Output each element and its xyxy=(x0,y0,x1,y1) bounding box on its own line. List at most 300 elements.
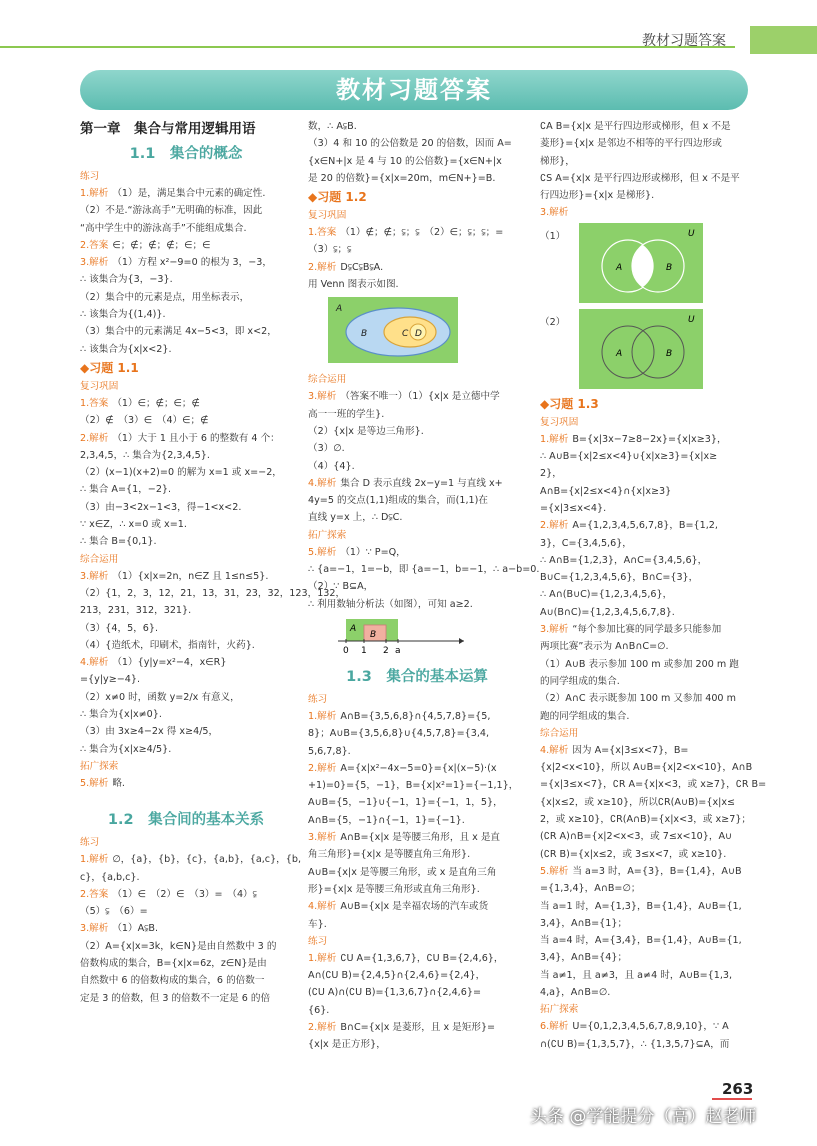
answer-text: （1）A⫋B. xyxy=(112,923,159,935)
answer-line xyxy=(80,323,292,340)
page-banner-title: 教材习题答案 xyxy=(80,70,748,110)
answer-text: ∁U A={1,3,6,7}，∁U B={2,4,6}， xyxy=(340,952,504,964)
answer-text: （2）(x−1)(x+2)=0 的解为 x=1 或 x=−2， xyxy=(80,467,282,479)
answer-text: 略. xyxy=(112,777,125,789)
answer-text: （1）∈ （2）∈ （3）= （4）⫋ xyxy=(112,888,257,900)
answer-line xyxy=(80,464,292,481)
answer-text: 角三角形}={x|x 是等腰直角三角形}. xyxy=(308,849,471,861)
answer-text: 菱形}={x|x 是邻边不相等的平行四边形或 xyxy=(540,138,722,150)
answer-text: {6}. xyxy=(308,1004,330,1016)
answer-line xyxy=(80,237,292,254)
number-line-tick-label: 0 xyxy=(343,645,349,656)
answer-text: ∈；∉；∉；∉；∈；∈ xyxy=(112,239,211,251)
answer-text: （2）x≠0 时，函数 y=2/x 有意义， xyxy=(80,691,240,703)
section-title: 1.3 集合的基本运算 xyxy=(346,668,488,685)
section-title: 1.2 集合间的基本关系 xyxy=(107,812,265,829)
answer-line xyxy=(308,458,526,475)
answer-text: 跑的同学组成的集合. xyxy=(540,710,630,722)
answer-line xyxy=(540,742,750,759)
answer-text: ∴ 集合为{x|x≥4/5}. xyxy=(80,743,172,755)
subsection-label: 复习巩固 xyxy=(308,210,347,222)
answer-text: （3）{4，5，6}. xyxy=(80,622,159,634)
subsection-label: 综合运用 xyxy=(308,374,347,386)
answer-label: 2.解析 xyxy=(308,261,337,273)
answer-line xyxy=(80,568,292,585)
answer-line xyxy=(540,204,750,221)
answer-line xyxy=(540,431,750,448)
answer-text: 高一一班的学生}. xyxy=(308,408,385,420)
answer-text: 数，∴ A⫋B. xyxy=(308,121,357,132)
answer-line xyxy=(540,690,750,707)
answer-line xyxy=(540,448,750,465)
answer-text: A∪B={x|x 是等腰三角形，或 x 是直角三角 xyxy=(308,866,497,878)
answer-line xyxy=(540,759,753,776)
answer-text: （2）A∩C 表示既参加 100 m 又参加 400 m xyxy=(540,693,736,705)
answer-text: 2，或 x≥10}，∁R(A∩B)={x|x<3，或 x≥7}； xyxy=(540,814,752,826)
answer-label: 5.解析 xyxy=(80,777,109,789)
answer-line xyxy=(540,1036,750,1053)
answer-line xyxy=(80,990,292,1007)
answer-text: ∁S A={x|x 是平行四边形或梯形，但 x 不是平 xyxy=(540,172,740,184)
answer-text: ={x|3≤x<4}. xyxy=(540,502,607,514)
answer-line xyxy=(80,637,292,654)
answer-text: （3）集合中的元素满足 4x−5<3，即 x<2， xyxy=(80,326,277,338)
answer-text: 倍数构成的集合，B={x|x=6z，z∈N}是由 xyxy=(80,957,267,969)
answer-text: 集合 D 表示直线 2x−y=1 与直线 x+ xyxy=(340,477,503,489)
answer-text: 当 a≠1，且 a≠3，且 a≠4 时，A∪B={1,3, xyxy=(540,969,733,981)
answer-text: ∴ 该集合为{(1,4)}. xyxy=(80,309,166,321)
answer-text: {x|2<x<10}，所以 A∪B={x|2<x<10}，A∩B xyxy=(540,762,753,774)
answer-line xyxy=(80,775,292,792)
answer-text: （3）由−3<2x−1<3，得−1<x<2. xyxy=(80,501,242,513)
exercise-title: ◆习题 1.2 xyxy=(308,190,367,205)
answer-label: 1.答案 xyxy=(80,397,109,409)
answer-label: 4.解析 xyxy=(540,744,569,756)
answer-line xyxy=(540,967,750,984)
answer-line xyxy=(80,886,292,903)
answer-text: 两项比赛”表示为 A∩B∩C=∅. xyxy=(540,641,669,653)
answer-text: 当 a=4 时，A={3,4}，B={1,4}，A∪B={1, xyxy=(540,935,742,947)
answer-line xyxy=(308,241,526,258)
answer-text: (∁U A)∩(∁U B)={1,3,6,7}∩{2,4,6}= xyxy=(308,987,481,999)
answer-line xyxy=(308,118,526,135)
answer-text: 车}. xyxy=(308,918,327,930)
subsection-label: 复习巩固 xyxy=(540,416,579,428)
answer-text: （3）∅. xyxy=(308,443,345,455)
answer-label: 1.解析 xyxy=(540,433,569,445)
answer-line xyxy=(80,706,292,723)
venn-ab-label-b: B xyxy=(666,262,673,273)
answer-text: 2,3,4,5，∴ 集合为{2,3,4,5}. xyxy=(80,449,210,461)
answer-text: （2）{x|x 是等边三角形}. xyxy=(308,425,424,437)
section-title: 1.1 集合的概念 xyxy=(129,146,243,162)
answer-line xyxy=(540,552,750,569)
answer-label: 4.解析 xyxy=(308,901,337,913)
answer-line xyxy=(308,846,526,863)
answer-line xyxy=(308,596,526,613)
answer-text: 是 20 的倍数}={x|x=20m，m∈N+}=B. xyxy=(308,172,496,184)
answer-text: {x∈N+|x 是 4 与 10 的公倍数}={x∈N+|x xyxy=(308,155,502,167)
answer-text: 行四边形}={x|x 是梯形}. xyxy=(540,190,655,202)
answer-text: A∩B={x|x 是等腰三角形，且 x 是直 xyxy=(340,832,501,844)
answer-line xyxy=(540,170,750,187)
subsection-label: 拓广探索 xyxy=(540,1004,579,1016)
answer-text: A={1,2,3,4,5,6,7,8}，B={1,2, xyxy=(572,520,718,532)
answer-text: （1）A∪B 表示参加 100 m 或参加 200 m 跑 xyxy=(540,658,739,670)
answer-line xyxy=(308,829,526,846)
answer-text: 梯形}， xyxy=(540,155,575,167)
exercise-title: ◆习题 1.3 xyxy=(540,396,599,411)
answer-label: 3.解析 xyxy=(80,257,109,269)
answer-line xyxy=(80,689,292,706)
answer-text: 3,4}，A∩B={4}； xyxy=(540,952,628,964)
answer-text: A∪(B∩C)={1,2,3,4,5,6,7,8}. xyxy=(540,606,675,618)
answer-text: 用 Venn 图表示如图. xyxy=(308,279,399,291)
answer-line xyxy=(308,864,526,881)
answer-text: “高中学生中的游泳高手”不能组成集合. xyxy=(80,222,247,234)
answer-line xyxy=(308,708,526,725)
answer-label: 3.解析 xyxy=(80,923,109,935)
answer-line xyxy=(80,620,292,637)
answer-line xyxy=(80,851,302,868)
answer-line xyxy=(540,517,750,534)
answer-line xyxy=(80,499,292,516)
answer-line xyxy=(80,920,292,937)
answer-text: {x|x≤2，或 x≥10}，所以∁R(A∪B)={x|x≤ xyxy=(540,796,736,808)
subsection-label: 拓广探索 xyxy=(308,529,347,541)
answer-line xyxy=(540,586,750,603)
answer-line xyxy=(540,604,750,621)
answer-text: （2）不是.“游泳高手”无明确的标准，因此 xyxy=(80,205,263,217)
answer-text: 4y=5 的交点(1,1)组成的集合，而(1,1)在 xyxy=(308,495,488,507)
answer-label: 6.解析 xyxy=(540,1021,569,1033)
answer-line xyxy=(308,475,526,492)
answer-line xyxy=(80,602,292,619)
answer-line xyxy=(308,1002,526,1019)
answer-text: U={0,1,2,3,4,5,6,7,8,9,10}，∵ A xyxy=(572,1021,729,1033)
subsection-label: 练习 xyxy=(80,171,100,182)
answer-text: B∪C={1,2,3,4,5,6}，B∩C={3}， xyxy=(540,572,699,584)
answer-line xyxy=(540,708,750,725)
answer-text: （1）是，满足集合中元素的确定性. xyxy=(112,188,266,199)
answer-line xyxy=(80,938,292,955)
answer-text: 2}， xyxy=(540,468,562,480)
subsection-label: 综合运用 xyxy=(80,553,119,565)
answer-line xyxy=(80,654,292,671)
answer-text: （1）∵ P=Q， xyxy=(340,546,406,558)
answer-label: 3.解析 xyxy=(308,832,337,844)
answer-text: ∴ A∪B={x|2≤x<4}∪{x|x≥3}={x|x≥ xyxy=(540,451,718,463)
answer-line xyxy=(540,465,750,482)
answer-label: 5.解析 xyxy=(308,546,337,558)
subsection-label: 拓广探索 xyxy=(80,760,119,772)
answer-line xyxy=(308,967,526,984)
answer-label: 2.解析 xyxy=(308,1021,337,1033)
answer-text: 当 a=3 时，A={3}，B={1,4}，A∪B xyxy=(572,865,742,877)
answer-text: ∴ 该集合为{3，−3}. xyxy=(80,274,173,286)
answer-label: 2.解析 xyxy=(308,762,337,774)
answer-text: A∩B={3,5,6,8}∩{4,5,7,8}={5, xyxy=(340,710,491,722)
column-middle xyxy=(308,118,540,1054)
answer-line xyxy=(80,202,292,219)
answer-text: “每个参加比赛的同学最多只能参加 xyxy=(572,624,722,636)
answer-text: ={y|y≥−4}. xyxy=(80,674,141,686)
answer-line xyxy=(308,898,526,915)
answer-line xyxy=(80,955,292,972)
answer-text: 因为 A={x|3≤x<7}，B= xyxy=(572,744,689,756)
answer-line xyxy=(80,220,292,237)
answer-text: 形}={x|x 是等腰三角形或直角三角形}. xyxy=(308,883,480,895)
answer-line xyxy=(540,621,750,638)
answer-text: （3）4 和 10 的公倍数是 20 的倍数，因而 A= xyxy=(308,138,512,150)
answer-text: ∅，{a}，{b}，{c}，{a,b}，{a,c}，{b, xyxy=(112,854,302,866)
answer-line xyxy=(308,170,526,187)
answer-text: A∪B={x|x 是幸福农场的汽车或货 xyxy=(340,901,489,913)
answer-label: 3.解析 xyxy=(540,624,569,636)
answer-label: 1.解析 xyxy=(308,710,337,722)
answer-line xyxy=(308,916,526,933)
answer-text: （1）∈；∉；∈；∉ xyxy=(112,397,200,409)
answer-label: 3.解析 xyxy=(540,207,569,219)
answer-line xyxy=(80,341,292,358)
answer-line xyxy=(308,276,526,293)
answer-label: 2.解析 xyxy=(80,432,109,444)
subsection-label: 综合运用 xyxy=(540,727,579,739)
venn-ab-label-a: A xyxy=(616,262,623,273)
answer-label: 1.答案 xyxy=(308,227,337,239)
answer-text: （2）{1，2，3，12，21，13，31，23，32，123，132， xyxy=(80,587,346,599)
answer-text: 的同学组成的集合. xyxy=(540,675,620,687)
answer-text: A∩B={x|2≤x<4}∩{x|x≥3} xyxy=(540,485,672,497)
answer-line xyxy=(540,483,750,500)
venn-ab-diagram xyxy=(580,224,702,302)
spacer xyxy=(80,792,292,806)
answer-line xyxy=(308,492,526,509)
answer-text: D⫋C⫋B⫋A. xyxy=(340,261,384,273)
number-line-tick-label: a xyxy=(395,645,401,656)
answer-label: 5.解析 xyxy=(540,865,569,877)
answer-line xyxy=(308,950,526,967)
venn-ab-figure-number: （2） xyxy=(540,316,566,328)
page-number-underline xyxy=(712,1098,752,1100)
answer-text: ={1,3,4}，A∩B=∅； xyxy=(540,883,641,895)
answer-line xyxy=(308,153,526,170)
answer-text: （5）⫋ （6）= xyxy=(80,906,148,918)
answer-line xyxy=(308,725,526,742)
column-right xyxy=(540,118,767,1053)
answer-line xyxy=(308,423,526,440)
answer-line xyxy=(308,561,540,578)
answer-text: 3}，C={3,4,5,6}， xyxy=(540,537,632,549)
number-line-label-b: B xyxy=(370,629,377,640)
running-header-title: 教材习题答案 xyxy=(642,33,726,49)
answer-line xyxy=(308,544,526,561)
answer-text: ∴ {a=−1，1=−b，即 {a=−1，b=−1，∴ a−b=0. xyxy=(308,564,540,576)
answer-text: （3）由 3x≥4−2x 得 x≥4/5， xyxy=(80,726,219,738)
answer-line xyxy=(540,898,750,915)
answer-line xyxy=(540,915,750,932)
answer-label: 1.解析 xyxy=(308,952,337,964)
answer-text: （1）{y|y=x²−4，x∈R} xyxy=(112,657,227,669)
answer-line xyxy=(308,224,526,241)
answer-line xyxy=(80,723,292,740)
answer-text: B∩C={x|x 是菱形，且 x 是矩形}= xyxy=(340,1021,496,1033)
venn-ab-label-a: A xyxy=(616,348,623,359)
answer-line xyxy=(80,271,292,288)
answer-label: 2.答案 xyxy=(80,239,109,251)
answer-line xyxy=(80,585,346,602)
answer-text: ∩(∁U B)={1,3,5,7}，∴ {1,3,5,7}⊆A，而 xyxy=(540,1038,730,1050)
subsection-label: 复习巩固 xyxy=(80,380,119,392)
venn-ab-label-u: U xyxy=(688,228,695,239)
answer-line xyxy=(540,880,750,897)
header-tab xyxy=(750,26,817,54)
answer-text: （2）∉ （3）∈ （4）∈；∉ xyxy=(80,415,209,427)
answer-line xyxy=(540,535,750,552)
venn-nested-diagram xyxy=(328,297,458,363)
subsection-label: 练习 xyxy=(80,837,100,849)
venn-ab-label-b: B xyxy=(666,348,673,359)
answer-text: A∩B={5，−1}∩{−1，1}={−1}. xyxy=(308,814,465,826)
exercise-title: ◆习题 1.1 xyxy=(80,360,139,375)
answer-text: ∴ 利用数轴分析法（如图），可知 a≥2. xyxy=(308,598,473,610)
subsection-label: 练习 xyxy=(308,693,328,705)
answer-text: (∁R A)∩B={x|2<x<3，或 7≤x<10}，A∪ xyxy=(540,831,733,843)
answer-line xyxy=(540,118,750,135)
answer-line xyxy=(308,440,526,457)
answer-line xyxy=(540,846,750,863)
answer-label: 3.解析 xyxy=(308,391,337,403)
answer-line xyxy=(308,1019,526,1036)
answer-line xyxy=(308,135,526,152)
answer-line xyxy=(80,741,292,758)
answer-label: 4.解析 xyxy=(80,657,109,669)
answer-line xyxy=(80,254,292,271)
answer-line xyxy=(540,135,750,152)
answer-line xyxy=(308,777,526,794)
answer-line xyxy=(540,569,750,586)
venn-ab-label-u: U xyxy=(688,314,695,325)
subsection-label: 练习 xyxy=(308,935,328,947)
answer-line xyxy=(80,306,292,323)
number-line-arrow xyxy=(459,638,464,644)
answer-line xyxy=(308,509,526,526)
answer-line xyxy=(80,412,292,429)
venn-label-inner_left: C xyxy=(402,329,409,340)
answer-text: （2）A={x|x=3k，k∈N}是由自然数中 3 的 xyxy=(80,940,277,952)
answer-text: A∪B={5，−1}∪{−1，1}={−1，1，5}， xyxy=(308,797,503,809)
answer-text: ∴ 集合 B={0,1}. xyxy=(80,536,157,548)
answer-text: 自然数中 6 的倍数构成的集合，6 的倍数一 xyxy=(80,975,265,987)
answer-label: 4.解析 xyxy=(308,477,337,489)
answer-line xyxy=(540,984,750,1001)
answer-text: ={x|3≤x<7}，∁R A={x|x<3，或 x≥7}，∁R B= xyxy=(540,779,767,791)
answer-text: 5,6,7,8}. xyxy=(308,745,351,757)
answer-line xyxy=(540,153,750,170)
answer-text: （1）大于 1 且小于 6 的整数有 4 个： xyxy=(112,432,280,444)
answer-label: 3.解析 xyxy=(80,570,109,582)
answer-text: （答案不唯一）（1）{x|x 是立德中学 xyxy=(340,391,500,403)
answer-line xyxy=(540,656,750,673)
answer-line xyxy=(540,828,750,845)
answer-text: (∁R B)={x|x≤2，或 3≤x<7，或 x≥10}. xyxy=(540,848,727,860)
answer-text: +1)=0}={5，−1}，B={x|x²=1}={−1,1}， xyxy=(308,780,519,792)
answer-line xyxy=(80,395,292,412)
answer-text: ∵ x∈Z，∴ x=0 或 x=1. xyxy=(80,519,187,531)
answer-line xyxy=(308,388,526,405)
answer-line xyxy=(80,481,292,498)
venn-ab-figure-number: （1） xyxy=(540,230,566,242)
answer-line xyxy=(308,794,526,811)
chapter-title: 第一章 集合与常用逻辑用语 xyxy=(80,121,256,137)
answer-label: 2.解析 xyxy=(540,520,569,532)
answer-label: 1.解析 xyxy=(80,854,109,866)
answer-line xyxy=(540,500,750,517)
venn-label-middle: B xyxy=(361,329,368,340)
answer-line xyxy=(80,671,292,688)
answer-text: ∁A B={x|x 是平行四边形或梯形，但 x 不是 xyxy=(540,121,731,132)
answer-line xyxy=(80,447,292,464)
answer-line xyxy=(80,972,292,989)
answer-text: A={x|x²−4x−5=0}={x|(x−5)·(x xyxy=(340,762,497,774)
answer-line xyxy=(308,812,526,829)
answer-line xyxy=(540,638,750,655)
answer-line xyxy=(540,932,750,949)
answer-text: B={x|3x−7≥8−2x}={x|x≥3}， xyxy=(572,433,727,445)
answer-text: （1）{x|x=2n，n∈Z 且 1≤n≤5}. xyxy=(112,570,269,582)
answer-line xyxy=(80,533,292,550)
answer-line xyxy=(80,903,292,920)
answer-line xyxy=(80,516,292,533)
venn-label-inner: D xyxy=(415,329,422,340)
answer-text: （4）{造纸术，印刷术，指南针，火药}. xyxy=(80,639,255,651)
answer-line xyxy=(540,776,767,793)
answer-line xyxy=(308,1036,526,1053)
answer-text: A∩(∁U B)={2,4,5}∩{2,4,6}={2,4}， xyxy=(308,970,486,982)
answer-text: （3）⫋；⫋ xyxy=(308,244,352,256)
answer-text: 直线 y=x 上，∴ D⫋C. xyxy=(308,512,403,524)
answer-text: 定是 3 的倍数，但 3 的倍数不一定是 6 的倍 xyxy=(80,992,271,1004)
watermark: 头条 @学能提分（高）赵老师 xyxy=(530,1107,757,1127)
answer-line xyxy=(308,743,526,760)
answer-label: 1.解析 xyxy=(80,188,109,199)
answer-text: 当 a=1 时，A={1,3}，B={1,4}，A∪B={1, xyxy=(540,900,742,912)
answer-line xyxy=(308,259,526,276)
answer-text: 4,a}，A∩B=∅. xyxy=(540,986,611,998)
answer-text: 8}；A∪B={3,5,6,8}∪{4,5,7,8}={3,4, xyxy=(308,728,490,740)
answer-line xyxy=(308,881,526,898)
number-line-diagram xyxy=(334,615,474,657)
answer-line xyxy=(308,406,526,423)
answer-line xyxy=(80,869,292,886)
answer-text: （1）∉；∉；⫋；⫋ （2）∈；⫋；⫋；= xyxy=(340,227,504,239)
answer-text: 213，231，312，321}. xyxy=(80,605,192,617)
venn-ab-figure-1 xyxy=(540,222,750,308)
answer-text: （2）∵ B⊆A， xyxy=(308,581,374,593)
answer-text: ∴ A∩B={1,2,3}，A∩C={3,4,5,6}， xyxy=(540,554,708,566)
answer-line xyxy=(540,1018,750,1035)
answer-line xyxy=(540,187,750,204)
answer-line xyxy=(308,984,526,1001)
answer-label: 2.答案 xyxy=(80,888,109,900)
answer-text: ∴ 该集合为{x|x<2}. xyxy=(80,343,172,355)
answer-line xyxy=(540,863,750,880)
answer-line xyxy=(540,673,750,690)
answer-text: （4）{4}. xyxy=(308,460,355,472)
venn-label-outer: A xyxy=(336,304,343,315)
answer-text: ∴ 集合为{x|x≠0}. xyxy=(80,709,162,721)
answer-text: 3,4}，A∩B={1}； xyxy=(540,917,628,929)
